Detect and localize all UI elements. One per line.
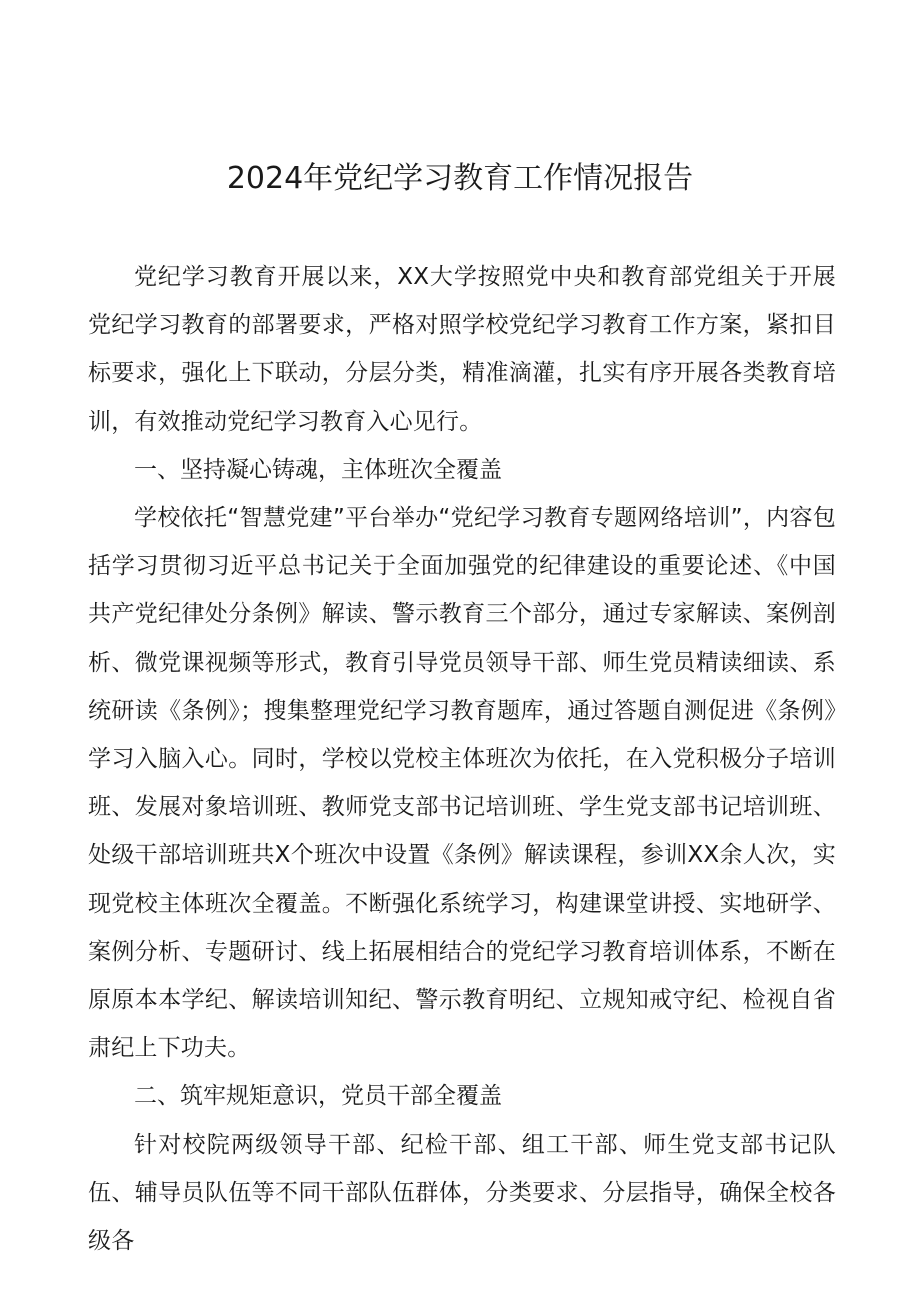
intro-paragraph: 党纪学习教育开展以来，XX大学按照党中央和教育部党组关于开展党纪学习教育的部署要求，严格对照学校党纪学习教育工作方案，紧扣目标要求，强化上下联动，分层分类，精准滴灌，扎实有序开展各类教育培训，有效推动党纪学习教育入心见行。	[88, 264, 836, 435]
section-1-paragraph: 学校依托“智慧党建”平台举办“党纪学习教育专题网络培训”，内容包括学习贯彻习近平总书记关于全面加强党的纪律建设的重要论述、《中国共产党纪律处分条例》解读、警示教育三个部分，通过专家解读、案例剖析、微党课视频等形式，教育引导党员领导干部、师生党员精读细读、系统研读《条例》；搜集整理党纪学习教育题库，通过答题自测促进《条例》学习入脑入心。同时，学校以党校主体班次为依托，在入党积极分子培训班、发展对象培训班、教师党支部书记培训班、学生党支部书记培训班、处级干部培训班共X个班次中设置《条例》解读课程，参训XX余人次，实现党校主体班次全覆盖。不断强化系统学习，构建课堂讲授、实地研学、案例分析、专题研讨、线上拓展相结合的党纪学习教育培训体系，不断在原原本本学纪、解读培训知纪、警示教育明纪、立规知戒守纪、检视自省肃纪上下功夫。	[88, 505, 836, 1062]
section-2-heading: 二、筑牢规矩意识，党员干部全覆盖	[134, 1083, 502, 1110]
section-1-heading: 一、坚持凝心铸魂，主体班次全覆盖	[134, 456, 502, 483]
document-title: 2024年党纪学习教育工作情况报告	[226, 161, 694, 196]
document-body	[88, 253, 836, 1265]
section-2-paragraph: 针对校院两级领导干部、纪检干部、组工干部、师生党支部书记队伍、辅导员队伍等不同干部队伍群体，分类要求、分层指导，确保全校各级各	[88, 1131, 836, 1255]
